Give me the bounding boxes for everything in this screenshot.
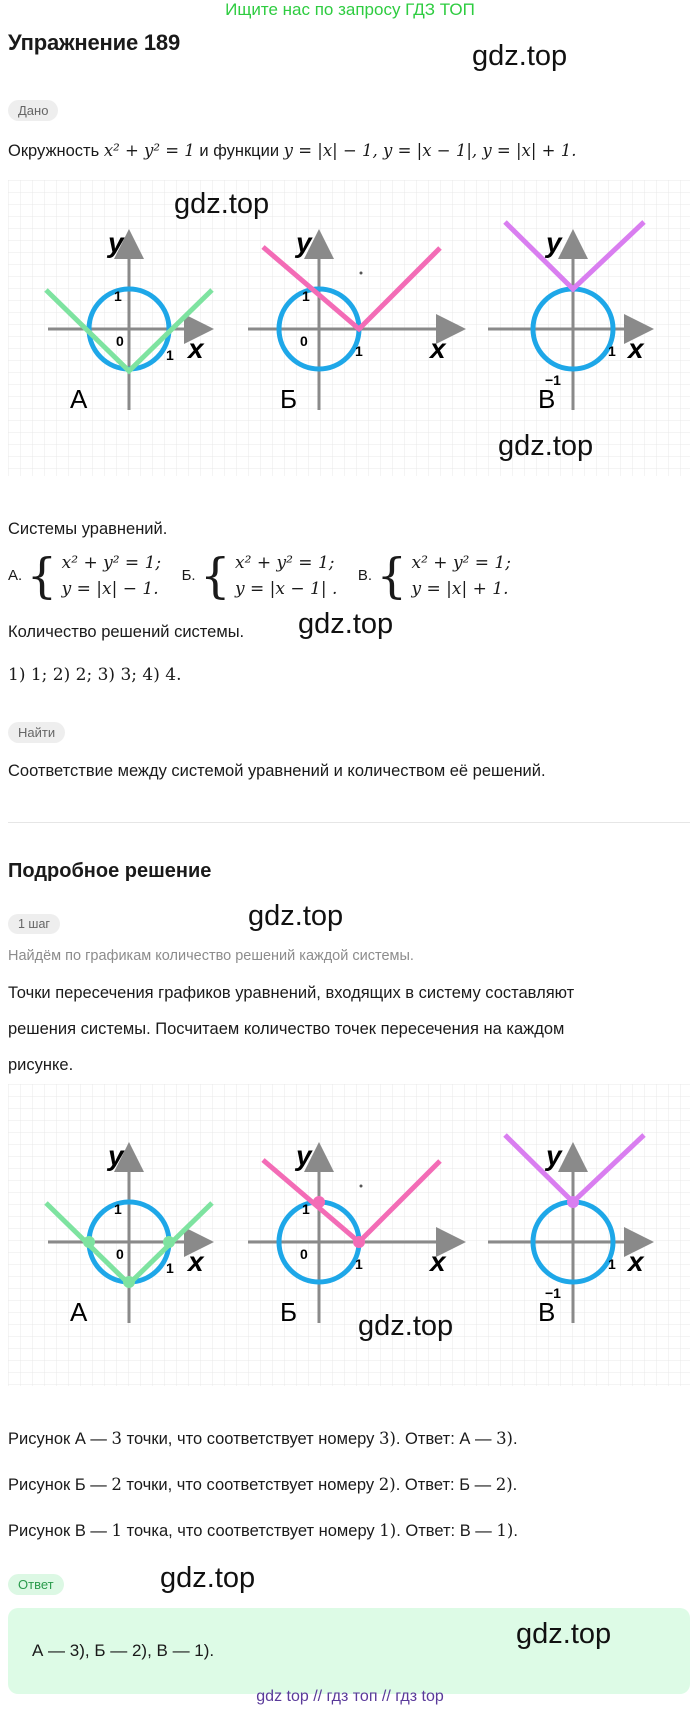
system-line-2: y = |x − 1| . xyxy=(235,579,338,599)
result-mid: точка, что соответствует номеру xyxy=(122,1522,380,1540)
function-list: y = |x| − 1, y = |x − 1|, y = |x| + 1. xyxy=(283,141,577,160)
system-label: В. xyxy=(357,567,373,585)
watermark: gdz.top xyxy=(516,1618,612,1650)
tick-0: 0 xyxy=(300,333,308,349)
system-line-1: x² + y² = 1; xyxy=(411,553,511,573)
system-line-2: y = |x| + 1. xyxy=(411,579,509,599)
circle-equation: x² + y² = 1 xyxy=(103,141,195,160)
system-label: А. xyxy=(8,567,23,585)
tick-1-x: 1 xyxy=(166,1260,174,1276)
result-count: 2 xyxy=(111,1475,122,1494)
given-text xyxy=(8,140,576,162)
systems-row xyxy=(8,550,511,602)
answer-options: 1) 1; 2) 2; 3) 3; 4) 4. xyxy=(8,665,182,685)
panel-label-b: Б xyxy=(280,1297,298,1327)
intersection-point xyxy=(313,1196,325,1208)
panel-label-a: A xyxy=(70,1297,88,1327)
panel-label-a: A xyxy=(70,384,88,414)
watermark: gdz.top xyxy=(472,40,568,72)
intersection-point xyxy=(83,1236,95,1248)
tick-0: 0 xyxy=(300,1246,308,1262)
stray-dot xyxy=(360,272,363,275)
x-axis-label: x xyxy=(628,333,644,364)
solution-paragraph-line-2: решения системы. Посчитаем количество точек пересечения на каждом xyxy=(8,1020,565,1038)
system-b xyxy=(182,550,338,602)
result-option: 3) xyxy=(378,1429,396,1448)
result-count: 3 xyxy=(111,1429,122,1448)
tick-0: 0 xyxy=(116,1246,124,1262)
tick-1-y: 1 xyxy=(114,288,122,304)
solution-paragraph-line-3: рисунке. xyxy=(8,1056,74,1074)
stray-dot xyxy=(360,1185,363,1188)
intersection-point xyxy=(567,1196,579,1208)
result-answer: 1) xyxy=(496,1521,514,1540)
tick-1-x: 1 xyxy=(355,1256,363,1272)
result-option: 1) xyxy=(379,1521,397,1540)
tick-1-y: 1 xyxy=(114,1201,122,1217)
brace: { xyxy=(376,548,408,604)
system-lines xyxy=(235,550,337,602)
system-line-2: y = |x| − 1. xyxy=(61,579,159,599)
tick-1-y: 1 xyxy=(302,1201,310,1217)
page-title: Упражнение 189 xyxy=(8,30,180,55)
system-a xyxy=(8,550,161,602)
system-lines xyxy=(412,550,511,602)
watermark: gdz.top xyxy=(498,430,594,462)
system-label: Б. xyxy=(181,567,196,585)
watermark: gdz.top xyxy=(160,1562,256,1594)
tick-1-x: 1 xyxy=(355,343,363,359)
result-end: . xyxy=(513,1522,518,1540)
result-line-c xyxy=(8,1520,518,1542)
result-end: . xyxy=(513,1430,518,1448)
watermark: gdz.top xyxy=(358,1310,454,1342)
count-caption: Количество решений системы. xyxy=(8,623,245,641)
result-mid: точки, что соответствует номеру xyxy=(122,1430,379,1448)
panel-label-b: Б xyxy=(280,384,298,414)
panel-label-c: В xyxy=(538,1297,556,1327)
top-search-link[interactable]: Ищите нас по запросу ГДЗ ТОП xyxy=(225,0,475,19)
x-axis-label: x xyxy=(430,1246,446,1277)
system-c xyxy=(358,550,511,602)
result-answer: 2) xyxy=(495,1475,513,1494)
panel-label-c: В xyxy=(538,384,556,414)
tick-minus-1: −1 xyxy=(545,372,561,388)
solution-paragraph-line-1: Точки пересечения графиков уравнений, входящих в систему составляют xyxy=(8,984,575,1002)
y-axis-label: y xyxy=(108,1140,124,1171)
y-axis-label: y xyxy=(546,227,562,258)
result-end: . xyxy=(512,1476,518,1494)
tick-1-x: 1 xyxy=(166,347,174,363)
tick-1-x: 1 xyxy=(608,1256,616,1272)
system-line-1: x² + y² = 1; xyxy=(235,553,335,573)
brace: { xyxy=(200,548,231,604)
x-axis-label: x xyxy=(430,333,446,364)
result-answer-prefix: . Ответ: Б — xyxy=(395,1476,496,1494)
brace: { xyxy=(26,548,58,604)
x-axis-label: x xyxy=(628,1246,644,1277)
x-axis-label: x xyxy=(188,1246,204,1277)
result-figure: Рисунок В — xyxy=(8,1522,112,1540)
result-line-a xyxy=(8,1428,518,1450)
find-text: Соответствие между системой уравнений и количеством её решений. xyxy=(8,762,546,780)
result-mid: точки, что соответствует номеру xyxy=(121,1476,379,1494)
result-option: 2) xyxy=(378,1475,396,1494)
y-axis-label: y xyxy=(546,1140,562,1171)
watermark: gdz.top xyxy=(298,608,394,640)
given-badge: Дано xyxy=(8,100,58,121)
divider xyxy=(8,822,690,823)
tick-1-y: 1 xyxy=(302,288,310,304)
find-badge: Найти xyxy=(8,722,65,743)
given-prefix: Окружность xyxy=(8,142,100,160)
intersection-point xyxy=(163,1236,175,1248)
result-figure: Рисунок А — xyxy=(8,1430,112,1448)
system-lines xyxy=(62,550,161,602)
answer-badge: Ответ xyxy=(8,1574,64,1595)
result-figure: Рисунок Б — xyxy=(8,1476,112,1494)
tick-0: 0 xyxy=(116,333,124,349)
tick-minus-1: −1 xyxy=(545,1285,561,1301)
result-answer: 3) xyxy=(496,1429,513,1448)
solution-figure xyxy=(8,1084,690,1386)
systems-caption: Системы уравнений. xyxy=(8,520,168,538)
intersection-point xyxy=(123,1276,135,1288)
y-axis-label: y xyxy=(296,1140,312,1171)
y-axis-label: y xyxy=(296,227,312,258)
result-answer-prefix: . Ответ: А — xyxy=(395,1430,497,1448)
step-badge: 1 шаг xyxy=(8,914,60,934)
result-line-b xyxy=(8,1474,517,1496)
watermark: gdz.top xyxy=(248,900,344,932)
watermark: gdz.top xyxy=(174,188,270,220)
footer-links[interactable]: gdz top // гдз топ // гдз top xyxy=(256,1688,444,1705)
solution-heading: Подробное решение xyxy=(8,860,212,882)
intersection-point xyxy=(353,1236,365,1248)
result-count: 1 xyxy=(111,1521,122,1540)
y-axis-label: y xyxy=(108,227,124,258)
system-line-1: x² + y² = 1; xyxy=(61,553,162,573)
answer-text: А — 3), Б — 2), В — 1). xyxy=(32,1641,215,1660)
tick-1-x: 1 xyxy=(608,343,616,359)
given-mid: и функции xyxy=(199,142,280,160)
x-axis-label: x xyxy=(188,333,204,364)
result-answer-prefix: . Ответ: В — xyxy=(396,1522,497,1540)
step-hint: Найдём по графикам количество решений каждой системы. xyxy=(8,948,414,964)
